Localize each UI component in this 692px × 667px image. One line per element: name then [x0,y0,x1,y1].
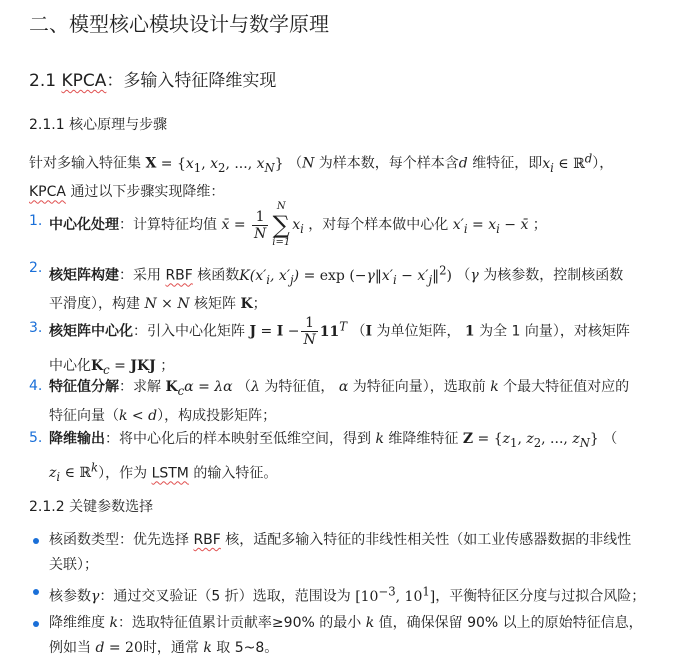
step-text: ），作为 [98,465,148,482]
step-text: ，对每个样本做中心化 [308,217,449,233]
step-number: 1. [29,213,43,229]
math-d: d [458,155,468,172]
step-text: 平滑度），构建 [49,296,140,313]
intro-text: 针对多输入特征集 [29,155,141,172]
bullet-marker [33,538,39,544]
math-xi: $x_i$ ∈ ℝ$^d$ [542,151,593,175]
intro-paragraph [29,146,674,205]
math-zi: $z_i$ ∈ ℝ$^k$ [49,460,99,485]
step-text: ：求解 [119,379,161,395]
step-text: （ [351,323,366,340]
math-eigen: $K_c\alpha = \lambda\alpha$ [165,379,233,398]
step-centering: 中心化处理：计算特征均值 x̄ = $\frac{1}{N}$ N ∑ i=1 $x_i$ ，对每个样本做中心化 $x'_i = x_i$ − x̄ ； [49,201,547,248]
step-number: 4. [29,378,43,394]
math-N: N [302,155,315,172]
bullet-marker [33,621,39,627]
step-title: 核矩阵构建 [49,267,119,284]
bullet-text: 核，适配多输入特征的非线性相关性（如工业传感器数据的非线性 [225,532,632,548]
step-text: 特征向量（ [49,407,119,424]
page-title: 二、模型核心模块设计与数学原理 [29,12,329,36]
step-text: 的输入特征。 [193,465,278,482]
math-fraction: $\frac{1}{N}$ [254,208,267,242]
step-text: 为特征值， [264,379,335,395]
bullet-text: ，平衡特征区分度与过拟合风险； [435,588,646,605]
step-text: 个最大特征值对应的 [503,379,630,395]
subsection-heading-principles: 2.1.1 核心原理与步骤 [29,117,168,133]
math-fraction: $\frac{1}{N}$ [303,315,316,349]
step-text: 为核参数，控制核函数 [483,267,624,284]
step-text: ：采用 [119,267,161,284]
lstm-term: LSTM [151,465,189,482]
step-number: 5. [29,430,43,446]
bullet-text: 核函数类型：优先选择 [49,532,189,548]
kpca-term: KPCA [61,71,107,91]
bullet-marker [33,589,39,595]
step-output: 降维输出：将中心化后的样本映射至低维空间，得到 k 维降维特征 $Z = \{z_1$, $z_2$, ..., $z_N$} （ $z_i$ ∈ ℝ$^k$），作为 LSTM 的输入特征。 [49,431,618,485]
math-k-lt-d: k < d [119,407,158,424]
section-number: 2.1 [29,71,57,91]
bullet-text: 关联）； [49,557,98,573]
step-text: （ [603,431,618,447]
intro-text: 通过以下步骤实现降维： [70,184,225,201]
rbf-term: RBF [193,532,221,548]
math-Kc: $K_c$ = JKJ [91,357,156,377]
math-set: = {$x_1$, $x_2$, ..., $x_N$} [160,155,284,175]
step-text: 核矩阵 [194,296,237,313]
bullet-kernel-type [49,528,679,578]
step-title: 中心化处理 [49,217,119,233]
intro-text: 维特征，即 [472,155,543,172]
rbf-term: RBF [165,267,193,284]
math-Z: $Z = \{z_1$, $z_2$, ..., $z_N$} [462,431,599,450]
step-text: ：引入中心化矩阵 [133,323,245,340]
step-title: 特征值分解 [49,379,119,395]
step-text: ：计算特征均值 [119,217,217,233]
bullet-text: 时，通常 [142,640,199,656]
intro-text: （ [288,155,303,172]
bullet-text: 值，确保保留 90% 以上的原始特征信息， [378,615,643,631]
math-X: X [145,155,157,172]
step-text: ：将中心化后的样本映射至低维空间，得到 [105,431,371,447]
math-gamma: γ [470,267,479,284]
step-text: ； [252,296,267,313]
step-text: 维降维特征 [388,431,459,447]
step-number: 2. [29,260,43,276]
subsection-heading-parameters: 2.1.2 关键参数选择 [29,499,154,515]
bullet-text: 取 5~8。 [216,640,279,656]
bullet-text: ：选取特征值累计贡献率≥90% 的最小 [117,615,362,631]
step-text: 为全 1 向量），对核矩阵 [479,323,630,340]
math-K: K [240,296,253,313]
kpca-term: KPCA [29,184,66,201]
step-text: ； [160,357,175,374]
step-text: （ [456,267,471,284]
math-NxN: N × N [144,296,190,313]
math-xbar: x̄ [221,217,230,233]
step-title: 核矩阵中心化 [49,323,133,340]
bullet-reduction-dim: 降维维度 k：选取特征值累计贡献率≥90% 的最小 k 值，确保保留 90% 以上的原始特征信息， 例如当 d = 20时，通常 k 取 5~8。 [49,615,643,656]
math-d20: d = 20 [95,640,143,656]
bullet-text: ：通过交叉验证（5 折）选取，范围设为 [99,588,351,605]
step-text: 为单位矩阵， [376,323,461,340]
bullet-text: 降维维度 [49,615,105,631]
step-number: 3. [29,320,43,336]
math-sum: N ∑ i=1 [272,201,291,248]
math-range: [$10^{-3}$, $10^1$] [355,584,436,605]
step-title: 降维输出 [49,431,105,447]
bullet-text: 核参数 [49,588,91,605]
step-eigen: 特征值分解：求解 $K_c\alpha = \lambda\alpha$ （λ 为特征值， α 为特征向量），选取前 k 个最大特征值对应的 特征向量（k < d），构成投影矩阵； [49,379,630,424]
step-text: （ [237,379,252,395]
section-title-rest: ：多输入特征降维实现 [106,71,277,91]
bullet-kernel-param: 核参数γ：通过交叉验证（5 折）选取，范围设为 [$10^{-3}$, $10^1$]，平衡特征区分度与过拟合风险； [49,584,646,605]
intro-text: 为样本数，每个样本含 [318,155,459,172]
step-text: 为特征向量），选取前 [352,379,486,395]
intro-text: ）， [592,155,614,172]
math-centered: $x'_i = x_i$ − x̄ [452,217,529,236]
step-text: ），构成投影矩阵； [157,407,277,424]
math-kernel: $K(x'_i$, $x'_j$) [239,267,300,287]
step-text: 中心化 [49,357,91,374]
section-heading [29,66,276,91]
step-text: 核函数 [197,267,240,284]
step-kernel-matrix: 核矩阵构建：采用 RBF 核函数$K(x'_i$, $x'_j) = \exp$ ($-\gamma‖x'_i$ − $x'_j‖^2$) （γ 为核参数，控制核函数 平滑度），构建 N × N 核矩阵 K； [49,263,624,313]
bullet-text: 例如当 [49,640,91,656]
step-kernel-centering: 核矩阵中心化：引入中心化矩阵 J = I − $\frac{1}{N}$ $11^T$ （I 为单位矩阵， 1 为全 1 向量），对核矩阵 中心化$K_c$ = JKJ ； [49,315,630,377]
math-J: J = I − [249,323,300,340]
